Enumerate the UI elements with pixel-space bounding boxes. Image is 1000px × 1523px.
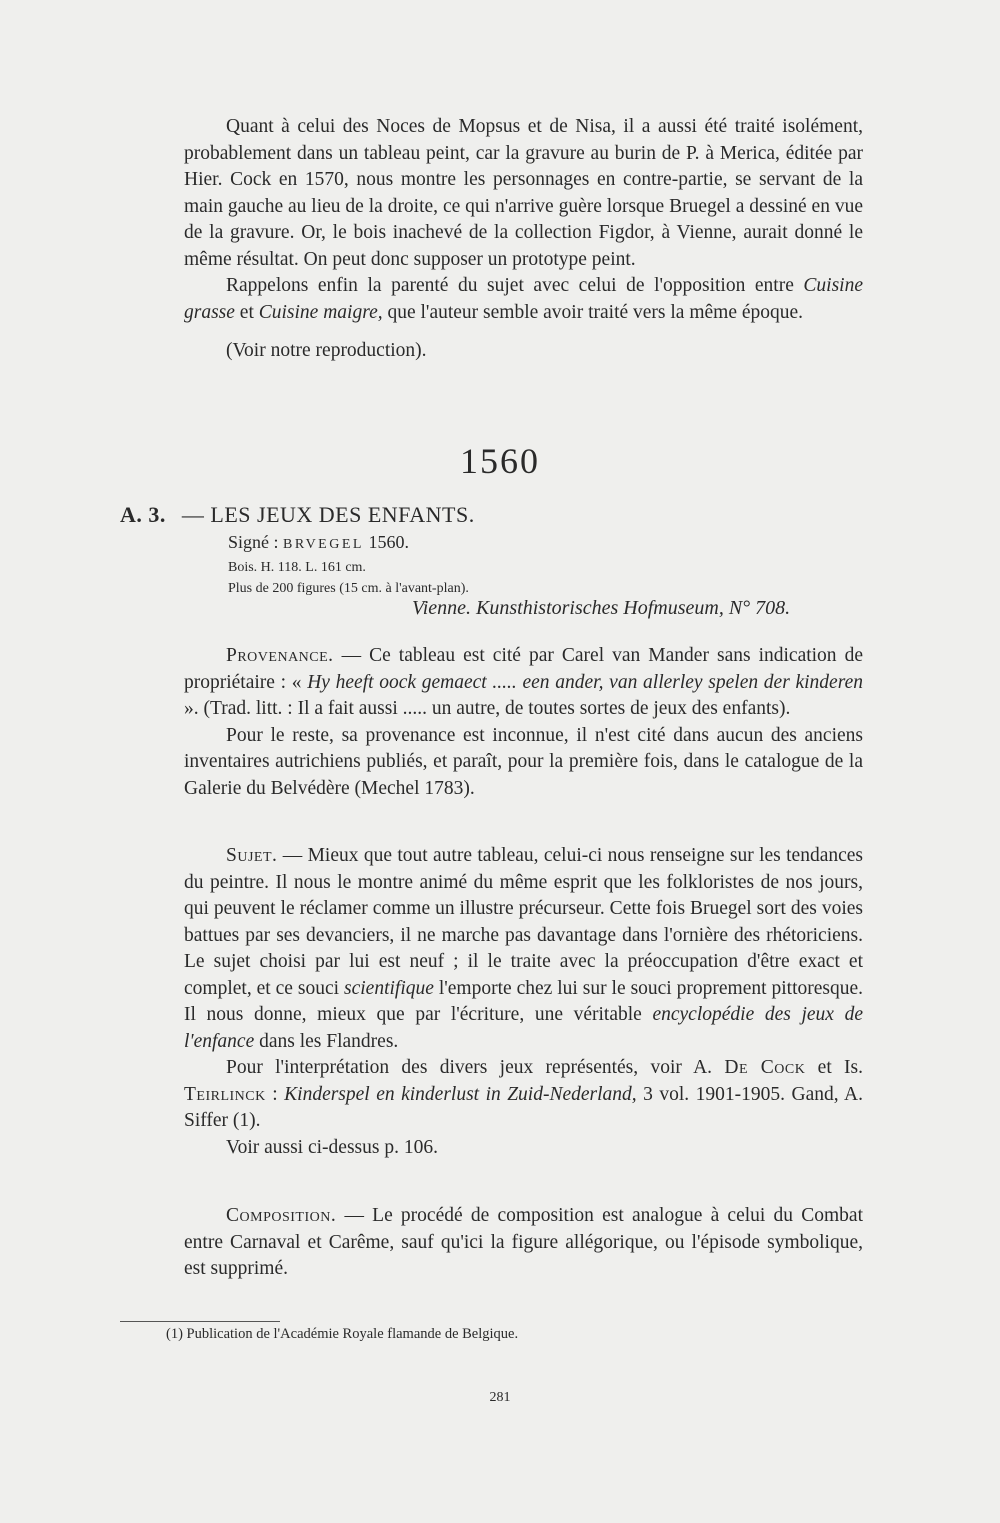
footnote-divider — [120, 1321, 280, 1322]
signature-line — [228, 530, 868, 557]
entry-number: A. 3. — [120, 502, 166, 527]
paragraph-composition — [184, 1203, 863, 1283]
entry-title: — LES JEUX DES ENFANTS. — [181, 502, 475, 527]
text-span: et — [234, 301, 259, 323]
italic-quote: Hy heeft oock gemaect ..... een ander, van allerley spelen der kinderen — [307, 671, 863, 693]
italic-phrase: encyclopédie des jeux de l'enfance — [184, 1004, 863, 1052]
paragraph-reproduction: (Voir notre reproduction). — [226, 340, 427, 361]
entry-details — [228, 530, 868, 599]
entry-location: Vienne. Kunsthistorisches Hofmuseum, N° 708. — [412, 597, 791, 619]
text-span: et Is. — [805, 1057, 864, 1078]
italic-title: Cuisine grasse — [184, 275, 863, 323]
text-span: l'emporte chez lui sur le souci proprement pittoresque. Il nous donne, mieux que par l'écriture, une véritable — [184, 977, 864, 1025]
section-label: Composition. — [226, 1205, 337, 1226]
paragraph-provenance — [184, 643, 863, 723]
author-name: Teirlinck — [184, 1083, 266, 1105]
paragraph-cuisine — [184, 273, 863, 326]
paragraph-sujet — [184, 843, 863, 1055]
author-name: De Cock — [724, 1057, 806, 1078]
text-span: dans les Flandres. — [254, 1030, 399, 1052]
italic-title: Cuisine maigre, — [258, 301, 383, 323]
provenance-section — [184, 643, 863, 802]
page-number: 281 — [489, 1390, 511, 1405]
figures-count: Plus de 200 figures (15 cm. à l'avant-plan). — [228, 581, 469, 596]
intro-section — [184, 114, 863, 365]
text-span: : — [265, 1083, 285, 1105]
dimensions: Bois. H. 118. L. 161 cm. — [228, 560, 366, 575]
text-span: ». (Trad. litt. : Il a fait aussi ..... un autre, de toutes sortes de jeux des enfants). — [184, 698, 791, 719]
signature: BRVEGEL — [283, 537, 364, 552]
text-span: — Le procédé de composition est analogue à celui du Combat entre Carnaval et Carême, sauf qu'ici la figure allégorique, ou l'épisode symbolique, est supprimé. — [184, 1205, 863, 1279]
composition-section — [184, 1203, 863, 1283]
text-span: 3 vol. 1901-1905. Gand, A. Siffer (1). — [184, 1083, 863, 1131]
footnote: (1) Publication de l'Académie Royale flamande de Belgique. — [166, 1326, 519, 1342]
paragraph-see-also: Voir aussi ci-dessus p. 106. — [226, 1136, 438, 1158]
italic-book-title: Kinderspel en kinderlust in Zuid-Nederland, — [284, 1083, 637, 1105]
section-label: Sujet. — [226, 845, 278, 866]
text-span: Rappelons enfin la parenté du sujet avec celui de l'opposition entre — [226, 275, 804, 296]
signed-label: Signé : — [228, 532, 279, 552]
paragraph-mopsus: Quant à celui des Noces de Mopsus et de Nisa, il a aussi été traité isolément, probablement dans un tableau peint, car la gravure au burin de P. à Merica, éditée par Hier. Cock en 1570, nous montre les personnages en contre-partie, se servant de la main gauche au lieu de la droite, ce qui n'arrive guère lorsque Bruegel a dessiné en vue de la gravure. Or, le bois inachevé de la collection Figdor, à Vienne, aurait donné le même résultat. On peut donc supposer un prototype peint. — [184, 116, 863, 270]
section-label: Provenance. — [226, 645, 334, 666]
section-year: 1560 — [460, 441, 540, 481]
italic-word: scientifique — [344, 977, 434, 999]
paragraph-interpretation — [184, 1055, 863, 1135]
sujet-section — [184, 843, 863, 1161]
catalogue-entry-heading — [120, 502, 475, 528]
signed-year: 1560. — [368, 532, 409, 552]
text-span: — Ce tableau est cité par Carel van Mander sans indication de propriétaire : « — [184, 645, 863, 693]
text-span: que l'auteur semble avoir traité vers la même époque. — [382, 301, 804, 323]
text-span: — Mieux que tout autre tableau, celui-ci nous renseigne sur les tendances du peintre. Il nous le montre animé du même esprit que les folkloristes de nos jours, qui peuvent le réclamer comme un illustre précurseur. Cette fois Bruegel sort des voies battues par ses devanciers, il ne marche pas davantage dans l'ornière des rhétoriciens. Le sujet choisi par lui est neuf ; il le traite avec la préoccupation d'être exact et complet, et ce souci — [184, 845, 863, 999]
paragraph-provenance-2: Pour le reste, sa provenance est inconnue, il n'est cité dans aucun des anciens inventaires autrichiens publiés, et paraît, pour la première fois, dans le catalogue de la Galerie du Belvédère (Mechel 1783). — [184, 724, 863, 799]
text-span: Pour l'interprétation des divers jeux représentés, voir A. — [226, 1057, 725, 1078]
